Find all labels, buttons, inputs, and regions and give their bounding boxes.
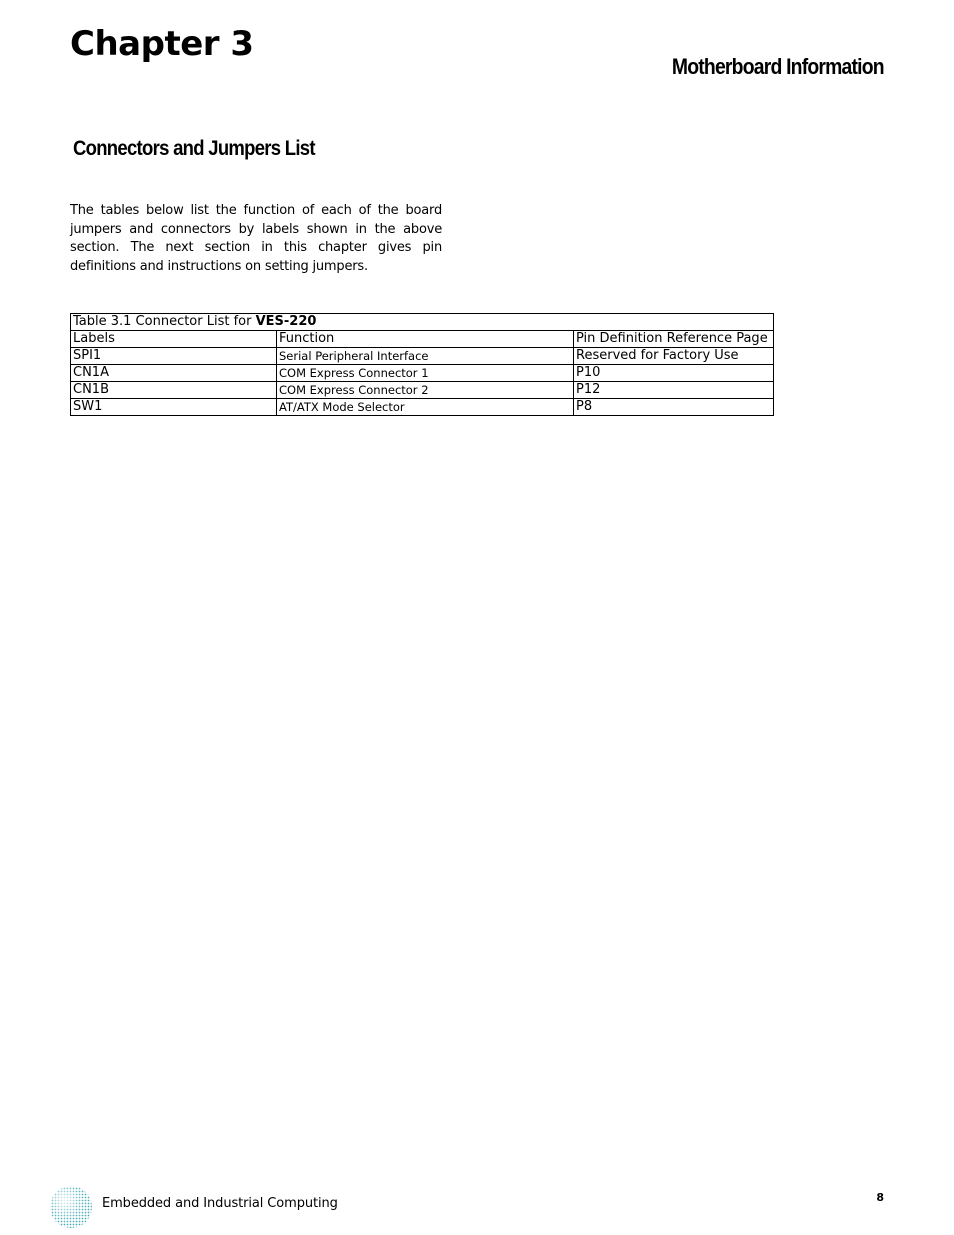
column-header-labels: Labels	[71, 331, 277, 348]
cell-function: Serial Peripheral Interface	[277, 348, 574, 365]
table-caption	[71, 314, 774, 331]
subsection-heading: Connectors and Jumpers List	[73, 137, 315, 160]
globe-dots-icon	[48, 1184, 94, 1230]
table-row	[71, 365, 774, 382]
intro-paragraph: The tables below list the function of each of the board jumpers and connectors by labels shown in the above section. The next section in this chapter gives pin definitions and instructions on setting jumpers.	[70, 203, 442, 274]
cell-label: CN1B	[71, 382, 277, 399]
cell-label: SPI1	[71, 348, 277, 365]
table-row	[71, 382, 774, 399]
table-row	[71, 399, 774, 416]
cell-label: SW1	[71, 399, 277, 416]
chapter-title: Chapter 3	[70, 24, 254, 64]
cell-pin-reference: P12	[574, 382, 774, 399]
table-header-row	[71, 331, 774, 348]
cell-pin-reference: P8	[574, 399, 774, 416]
section-heading: Motherboard Information	[672, 54, 884, 79]
table-caption-prefix: Table 3.1 Connector List for	[73, 314, 256, 329]
table-row	[71, 348, 774, 365]
connector-table	[70, 313, 774, 416]
cell-label: CN1A	[71, 365, 277, 382]
page-number: 8	[876, 1191, 884, 1204]
footer-tagline: Embedded and Industrial Computing	[102, 1196, 338, 1211]
cell-function: AT/ATX Mode Selector	[277, 399, 574, 416]
table-caption-model: VES-220	[255, 314, 317, 329]
table-caption-row	[71, 314, 774, 331]
cell-pin-reference: Reserved for Factory Use	[574, 348, 774, 365]
cell-pin-reference: P10	[574, 365, 774, 382]
column-header-function: Function	[277, 331, 574, 348]
column-header-pin-reference: Pin Definition Reference Page	[574, 331, 774, 348]
cell-function: COM Express Connector 1	[277, 365, 574, 382]
cell-function: COM Express Connector 2	[277, 382, 574, 399]
